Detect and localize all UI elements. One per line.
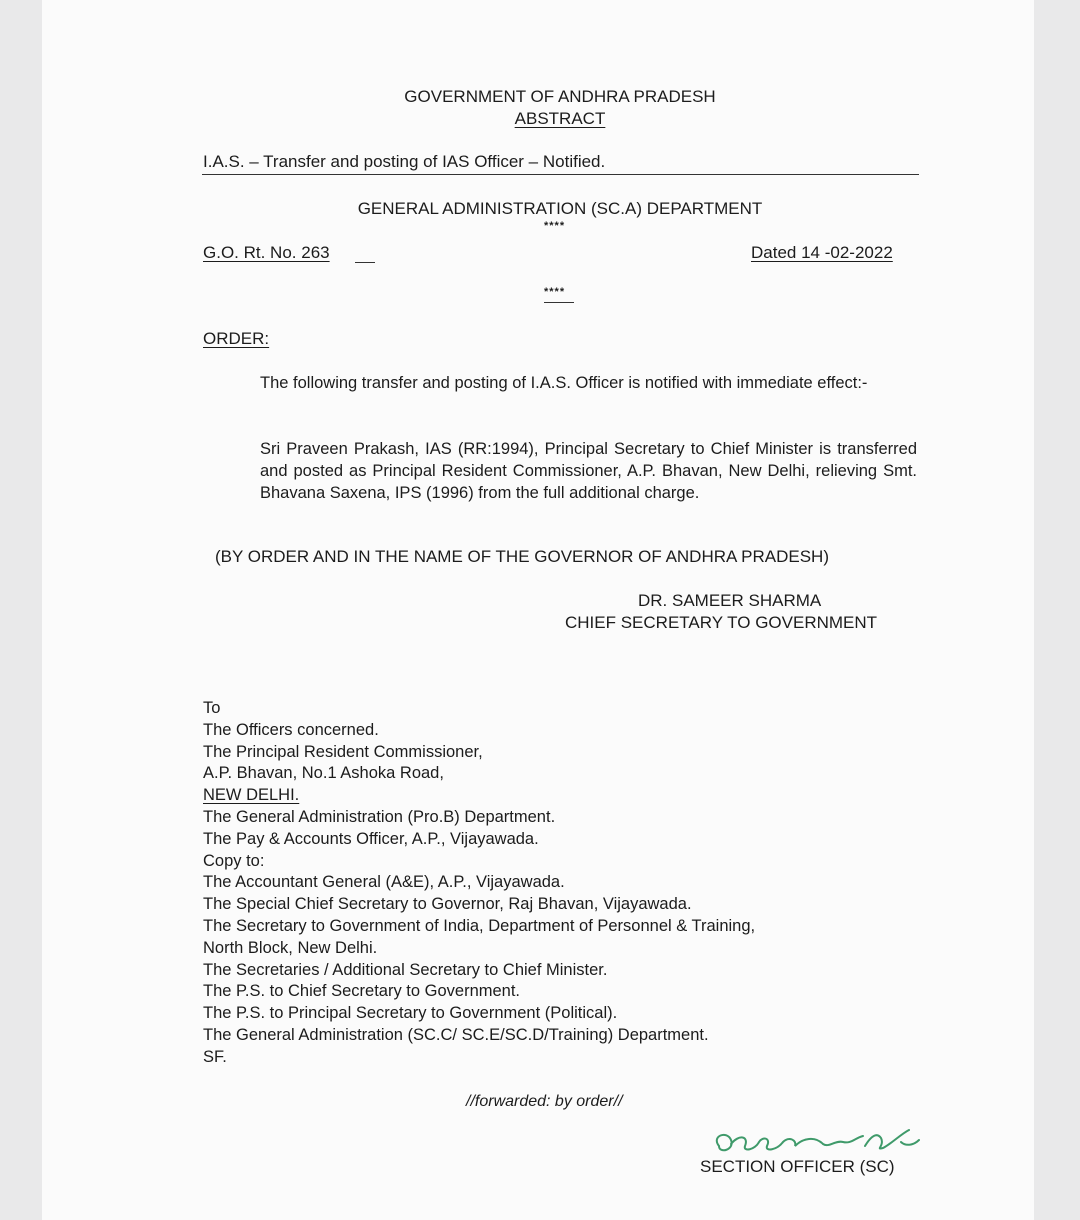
order-body: Sri Praveen Prakash, IAS (RR:1994), Principal Secretary to Chief Minister is transferred and posted as Principal Resident Commissioner, A.P. Bhavan, New Delhi, relieving Smt. Bhavana Saxena, IPS (1996) from the full additional charge. [260,440,917,502]
list-item: SF. [203,1047,227,1066]
section-officer: SECTION OFFICER (SC) [700,1157,895,1176]
government-heading: GOVERNMENT OF ANDHRA PRADESH [404,87,716,106]
order-heading: ORDER: [203,329,270,348]
forwarded-line: //forwarded: by order// [466,1093,623,1110]
list-item: A.P. Bhavan, No.1 Ashoka Road, [203,764,444,783]
list-item: The Secretary to Government of India, Department of Personnel & Training, [203,916,756,935]
list-item: Copy to: [203,851,265,870]
list-item: The Secretaries / Additional Secretary to Chief Minister. [203,960,608,979]
distribution-list [203,698,923,1069]
go-number-rule [355,262,375,263]
go-number: G.O. Rt. No. 263 [203,243,330,262]
list-item: The Special Chief Secretary to Governor, Raj Bhavan, Vijayawada. [203,895,692,914]
department-heading: GENERAL ADMINISTRATION (SC.A) DEPARTMENT [357,199,763,218]
list-item: The Accountant General (A&E), A.P., Vijayawada. [203,873,565,892]
by-order-line: (BY ORDER AND IN THE NAME OF THE GOVERNOR OF ANDHRA PRADESH) [215,547,829,566]
list-item: The Officers concerned. [203,720,379,739]
order-intro: The following transfer and posting of I.A.S. Officer is notified with immediate effect:- [260,374,868,392]
abstract-heading: ABSTRACT [514,109,606,128]
separator-stars-top: **** [544,220,566,232]
list-item: The General Administration (SC.C/ SC.E/SC.D/Training) Department. [203,1025,709,1044]
signatory-name: DR. SAMEER SHARMA [638,591,822,610]
subject-rule [202,174,919,175]
separator-rule [544,302,574,303]
dated: Dated 14 -02-2022 [751,243,893,262]
list-item: The Principal Resident Commissioner, [203,742,483,761]
subject-line: I.A.S. – Transfer and posting of IAS Officer – Notified. [203,152,606,171]
list-item: The Pay & Accounts Officer, A.P., Vijayawada. [203,829,539,848]
list-item: To [203,699,221,717]
list-item: The General Administration (Pro.B) Department. [203,807,556,826]
separator-stars-mid: **** [544,286,566,298]
list-item: The P.S. to Principal Secretary to Government (Political). [203,1004,618,1023]
list-item: NEW DELHI. [203,786,300,805]
list-item: North Block, New Delhi. [203,938,378,957]
signatory-title: CHIEF SECRETARY TO GOVERNMENT [565,613,878,632]
list-item: The P.S. to Chief Secretary to Government. [203,982,521,1001]
